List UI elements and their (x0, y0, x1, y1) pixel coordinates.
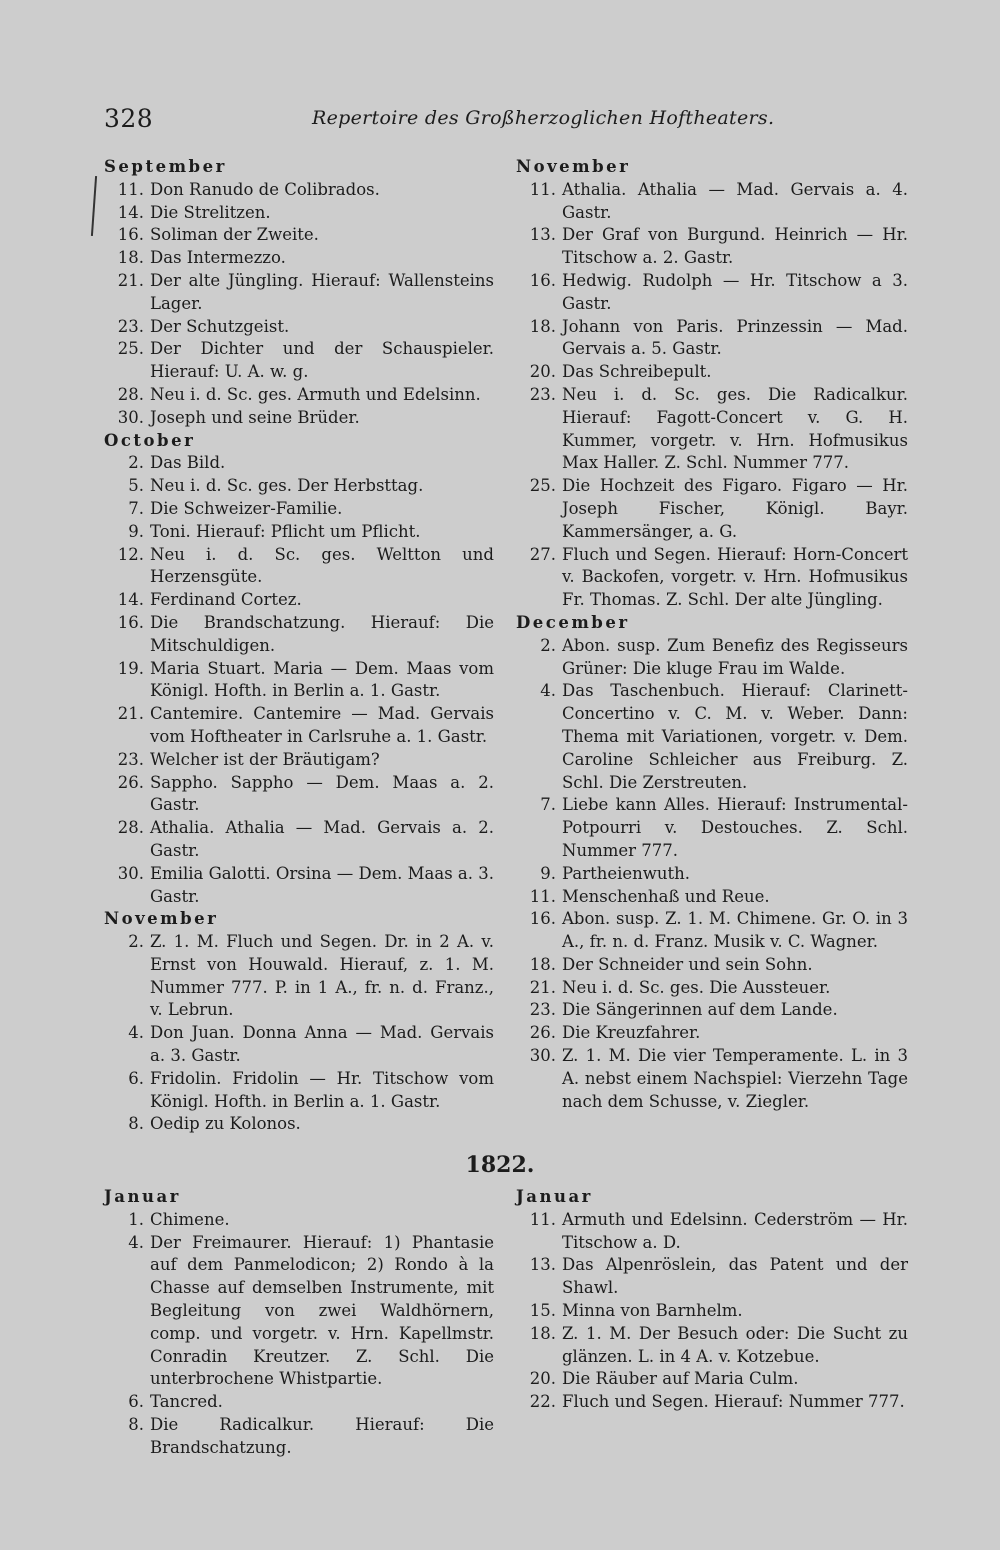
entry-day: 14. (117, 202, 144, 222)
repertoire-entry (516, 886, 908, 909)
entry-day: 16. (117, 612, 144, 632)
entry-text: Der Freimaurer. Hierauf: 1) Phantasie auf dem Panmelodicon; 2) Rondo à la Chasse auf demselben Instrumente, mit Begleitung von zwei Waldhörnern, comp. und vorgetr. v. Hrn. Kapellmstr. Conradin Kreutzer. Z. Schl. Die unterbrochene Whistpartie. (150, 1232, 494, 1389)
repertoire-entry (516, 794, 908, 862)
repertoire-entry (104, 270, 494, 316)
entry-day: 6. (128, 1392, 144, 1412)
entry-text: Menschenhaß und Reue. (562, 886, 770, 906)
entry-day: 8. (128, 1114, 144, 1134)
month-heading: November (516, 157, 631, 176)
month-heading: October (104, 430, 196, 450)
entry-day: 18. (117, 248, 144, 268)
entry-day: 15. (529, 1300, 556, 1320)
year-heading: 1822. (465, 1152, 535, 1178)
repertoire-entry (516, 1045, 908, 1113)
repertoire-entry (104, 817, 494, 863)
repertoire-entry (104, 772, 494, 818)
repertoire-entry (516, 954, 908, 977)
repertoire-entry (104, 1391, 494, 1414)
entry-text: Don Juan. Donna Anna — Mad. Gervais a. 3. Gastr. (150, 1023, 494, 1066)
entry-text: Neu i. d. Sc. ges. Die Aussteuer. (562, 977, 831, 997)
page-number: 328 (104, 104, 154, 133)
repertoire-entry (516, 384, 908, 475)
column-1822-right (516, 1186, 908, 1414)
repertoire-entry (104, 407, 494, 430)
repertoire-entry (516, 1368, 908, 1391)
repertoire-entry (104, 931, 494, 1022)
entry-day: 8. (128, 1414, 144, 1434)
entry-text: Z. 1. M. Die vier Temperamente. L. in 3 A. nebst einem Nachspiel: Vierzehn Tage nach dem Schusse, v. Ziegler. (562, 1046, 908, 1111)
entry-day: 30. (117, 863, 144, 883)
entry-day: 9. (540, 863, 556, 883)
entry-day: 11. (117, 179, 144, 199)
entry-day: 30. (117, 407, 144, 427)
repertoire-entry (104, 475, 494, 498)
entry-text: Der Schneider und sein Sohn. (562, 954, 813, 974)
entry-text: Tancred. (150, 1392, 223, 1412)
repertoire-entry (516, 1300, 908, 1323)
entry-day: 2. (540, 635, 556, 655)
entry-text: Der Schutzgeist. (150, 316, 290, 336)
entry-text: Oedip zu Kolonos. (150, 1114, 301, 1134)
entry-text: Die Brandschatzung. Hierauf: Die Mitschuldigen. (150, 612, 494, 655)
repertoire-entry (516, 1022, 908, 1045)
repertoire-entry (104, 498, 494, 521)
entry-day: 19. (117, 658, 144, 678)
entry-text: Athalia. Athalia — Mad. Gervais a. 4. Gastr. (562, 179, 908, 222)
repertoire-entry (516, 316, 908, 362)
repertoire-entry (104, 1113, 494, 1136)
repertoire-entry (104, 703, 494, 749)
entry-text: Chimene. (150, 1209, 230, 1229)
entry-day: 28. (117, 818, 144, 838)
repertoire-entry (104, 1022, 494, 1068)
repertoire-entry (104, 521, 494, 544)
column-1821-right (516, 156, 908, 1113)
entry-text: Das Alpenröslein, das Patent und der Shawl. (562, 1255, 908, 1298)
pen-mark (91, 176, 97, 236)
repertoire-entry (104, 1209, 494, 1232)
entry-day: 26. (529, 1023, 556, 1043)
repertoire-entry (104, 1068, 494, 1114)
entry-day: 9. (128, 521, 144, 541)
entry-text: Sappho. Sappho — Dem. Maas a. 2. Gastr. (150, 772, 494, 815)
repertoire-entry (104, 749, 494, 772)
repertoire-entry (516, 475, 908, 543)
entry-day: 28. (117, 384, 144, 404)
entry-day: 23. (529, 384, 556, 404)
repertoire-entry (104, 202, 494, 225)
entry-text: Armuth und Edelsinn. Cederström — Hr. Titschow a. D. (562, 1209, 908, 1252)
month-heading: Januar (104, 1187, 181, 1206)
repertoire-entry (104, 338, 494, 384)
entry-text: Abon. susp. Zum Benefiz des Regisseurs Grüner: Die kluge Frau im Walde. (562, 635, 908, 678)
entry-text: Die Hochzeit des Figaro. Figaro — Hr. Joseph Fischer, Königl. Bayr. Kammersänger, a. G. (562, 476, 908, 541)
entry-day: 23. (117, 749, 144, 769)
entry-text: Die Sängerinnen auf dem Lande. (562, 1000, 838, 1020)
entry-day: 6. (128, 1068, 144, 1088)
entry-day: 14. (117, 590, 144, 610)
entry-day: 21. (529, 977, 556, 997)
repertoire-entry (104, 247, 494, 270)
entry-day: 7. (540, 795, 556, 815)
repertoire-entry (516, 1254, 908, 1300)
entry-day: 20. (529, 1369, 556, 1389)
entry-text: Emilia Galotti. Orsina — Dem. Maas a. 3. Gastr. (150, 863, 494, 906)
entry-text: Das Taschenbuch. Hierauf: Clarinett-Concertino v. C. M. v. Weber. Dann: Thema mit Variationen, vorgetr. v. Dem. Caroline Schleicher aus Freiburg. Z. Schl. Die Zerstreuten. (562, 681, 908, 792)
entry-day: 23. (117, 316, 144, 336)
repertoire-entry (104, 589, 494, 612)
entry-text: Z. 1. M. Der Besuch oder: Die Sucht zu glänzen. L. in 4 A. v. Kotzebue. (562, 1323, 908, 1366)
entry-day: 21. (117, 270, 144, 290)
entry-day: 18. (529, 954, 556, 974)
entry-day: 22. (529, 1392, 556, 1412)
repertoire-entry (516, 1391, 908, 1414)
repertoire-entry (104, 863, 494, 909)
entry-text: Minna von Barnhelm. (562, 1300, 743, 1320)
entry-day: 11. (529, 179, 556, 199)
entry-text: Die Radicalkur. Hierauf: Die Brandschatzung. (150, 1414, 494, 1457)
entry-day: 12. (117, 544, 144, 564)
entry-text: Cantemire. Cantemire — Mad. Gervais vom Hoftheater in Carlsruhe a. 1. Gastr. (150, 704, 494, 746)
repertoire-entry (104, 612, 494, 658)
entry-day: 18. (529, 316, 556, 336)
entry-day: 13. (529, 1255, 556, 1275)
entry-text: Welcher ist der Bräutigam? (150, 749, 380, 769)
repertoire-entry (516, 977, 908, 1000)
entry-text: Z. 1. M. Fluch und Segen. Dr. in 2 A. v. Ernst von Houwald. Hierauf, z. 1. M. Nummer 777. P. in 1 A., fr. n. d. Franz., v. Lebrun. (150, 932, 494, 1020)
entry-text: Don Ranudo de Colibrados. (150, 179, 380, 199)
entry-day: 2. (128, 453, 144, 473)
repertoire-entry (104, 316, 494, 339)
entry-text: Neu i. d. Sc. ges. Der Herbsttag. (150, 476, 424, 496)
repertoire-entry (104, 658, 494, 704)
month-heading: Januar (516, 1187, 593, 1206)
entry-text: Neu i. d. Sc. ges. Die Radicalkur. Hierauf: Fagott-Concert v. G. H. Kummer, vorgetr. v. Hrn. Hofmusikus Max Haller. Z. Schl. Nummer 777. (562, 384, 908, 473)
entry-day: 16. (529, 909, 556, 929)
entry-text: Der Dichter und der Schauspieler. Hierauf: U. A. w. g. (150, 339, 494, 382)
entry-text: Das Intermezzo. (150, 248, 286, 268)
repertoire-entry (104, 1232, 494, 1392)
repertoire-entry (104, 544, 494, 590)
entry-text: Ferdinand Cortez. (150, 590, 302, 610)
column-1822-left (104, 1186, 494, 1460)
entry-text: Neu i. d. Sc. ges. Armuth und Edelsinn. (150, 384, 481, 404)
entry-text: Partheienwuth. (562, 863, 691, 883)
entry-day: 4. (128, 1232, 144, 1252)
entry-day: 23. (529, 1000, 556, 1020)
entry-text: Toni. Hierauf: Pflicht um Pflicht. (150, 521, 421, 541)
entry-text: Abon. susp. Z. 1. M. Chimene. Gr. O. in 3 A., fr. n. d. Franz. Musik v. C. Wagner. (562, 909, 908, 952)
entry-day: 16. (529, 270, 556, 290)
entry-text: Der alte Jüngling. Hierauf: Wallensteins Lager. (150, 270, 494, 313)
repertoire-entry (516, 999, 908, 1022)
entry-text: Der Graf von Burgund. Heinrich — Hr. Titschow a. 2. Gastr. (562, 225, 908, 268)
entry-text: Athalia. Athalia — Mad. Gervais a. 2. Gastr. (150, 818, 494, 860)
repertoire-entry (516, 680, 908, 794)
entry-day: 7. (128, 498, 144, 518)
entry-day: 2. (128, 932, 144, 952)
column-1821-left (104, 156, 494, 1136)
repertoire-entry (516, 1209, 908, 1255)
entry-day: 11. (529, 1209, 556, 1229)
entry-text: Johann von Paris. Prinzessin — Mad. Gervais a. 5. Gastr. (562, 316, 908, 359)
entry-day: 16. (117, 225, 144, 245)
entry-text: Neu i. d. Sc. ges. Weltton und Herzensgüte. (150, 544, 494, 587)
entry-day: 1. (128, 1209, 144, 1229)
entry-text: Soliman der Zweite. (150, 225, 319, 245)
entry-day: 20. (529, 362, 556, 382)
entry-text: Die Kreuzfahrer. (562, 1023, 701, 1043)
repertoire-entry (516, 361, 908, 384)
repertoire-entry (104, 224, 494, 247)
entry-text: Maria Stuart. Maria — Dem. Maas vom Königl. Hofth. in Berlin a. 1. Gastr. (150, 658, 494, 701)
entry-text: Die Räuber auf Maria Culm. (562, 1369, 799, 1389)
repertoire-entry (104, 179, 494, 202)
entry-day: 4. (128, 1023, 144, 1043)
repertoire-entry (516, 863, 908, 886)
entry-day: 11. (529, 886, 556, 906)
repertoire-entry (104, 452, 494, 475)
entry-text: Fridolin. Fridolin — Hr. Titschow vom Königl. Hofth. in Berlin a. 1. Gastr. (150, 1068, 494, 1111)
entry-day: 13. (529, 225, 556, 245)
entry-day: 25. (117, 339, 144, 359)
repertoire-entry (104, 1414, 494, 1460)
page-header (104, 104, 904, 138)
month-heading: November (104, 909, 219, 929)
month-heading: December (516, 612, 630, 632)
entry-day: 30. (529, 1046, 556, 1066)
entry-text: Das Schreibepult. (562, 362, 712, 382)
entry-text: Das Bild. (150, 453, 226, 473)
repertoire-entry (516, 1323, 908, 1369)
entry-day: 25. (529, 476, 556, 496)
repertoire-entry (516, 224, 908, 270)
entry-day: 5. (128, 476, 144, 496)
entry-day: 18. (529, 1323, 556, 1343)
repertoire-entry (516, 635, 908, 681)
repertoire-entry (104, 384, 494, 407)
repertoire-entry (516, 544, 908, 612)
entry-text: Hedwig. Rudolph — Hr. Titschow a 3. Gastr. (562, 270, 908, 313)
repertoire-entry (516, 179, 908, 225)
entry-text: Joseph und seine Brüder. (150, 407, 360, 427)
entry-day: 21. (117, 704, 144, 724)
entry-day: 26. (117, 772, 144, 792)
repertoire-entry (516, 270, 908, 316)
entry-text: Fluch und Segen. Hierauf: Nummer 777. (562, 1392, 905, 1412)
repertoire-entry (516, 908, 908, 954)
running-title: Repertoire des Großherzoglichen Hoftheaters. (312, 107, 775, 129)
entry-day: 27. (529, 544, 556, 564)
entry-text: Die Strelitzen. (150, 202, 271, 222)
entry-day: 4. (540, 681, 556, 701)
month-heading: September (104, 157, 227, 176)
entry-text: Liebe kann Alles. Hierauf: Instrumental-Potpourri v. Destouches. Z. Schl. Nummer 777. (562, 795, 908, 860)
entry-text: Die Schweizer-Familie. (150, 498, 343, 518)
entry-text: Fluch und Segen. Hierauf: Horn-Concert v. Backofen, vorgetr. v. Hrn. Hofmusikus Fr. Thomas. Z. Schl. Der alte Jüngling. (562, 544, 908, 610)
